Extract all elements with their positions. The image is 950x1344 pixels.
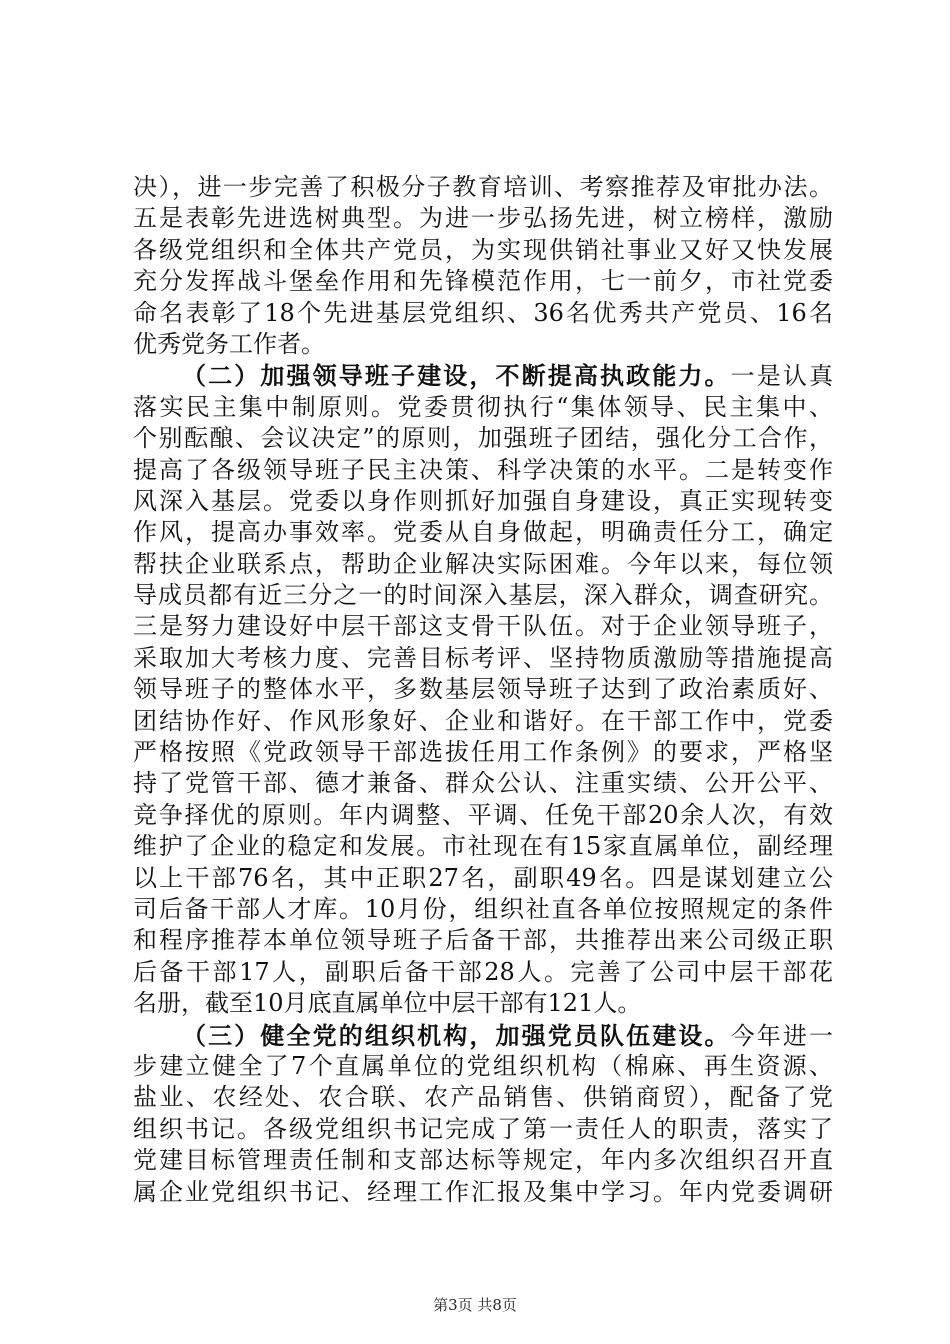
text-line: 盐业、农经处、农合联、农产品销售、供销商贸），配备了党 (133, 1083, 833, 1112)
document-body (133, 172, 833, 1208)
text-line: 帮扶企业联系点，帮助企业解决实际困难。今年以来，每位领 (133, 549, 833, 578)
text-line: 团结协作好、作风形象好、企业和谐好。在干部工作中，党委 (133, 706, 833, 735)
section-heading-line (133, 360, 833, 391)
text-line: 司后备干部人才库。10月份，组织社直各单位按照规定的条件 (133, 894, 833, 923)
text-line: 严格按照《党政领导干部选拔任用工作条例》的要求，严格坚 (133, 738, 833, 767)
text-line: 步建立健全了7个直属单位的党组织机构（棉麻、再生资源、 (133, 1051, 833, 1080)
text-line: 以上干部76名，其中正职27名，副职49名。四是谋划建立公 (133, 863, 833, 892)
text-line: 属企业党组织书记、经理工作汇报及集中学习。年内党委调研 (133, 1177, 833, 1206)
text-line: 各级党组织和全体共产党员，为实现供销社事业又好又快发展 (133, 235, 833, 264)
text-line: 命名表彰了18个先进基层党组织、36名优秀共产党员、16名 (133, 298, 833, 327)
text-line: 风深入基层。党委以身作则抓好加强自身建设，真正实现转变 (133, 486, 833, 515)
section-heading: （二）加强领导班子建设，不断提高执政能力。 (182, 361, 731, 391)
text-line: 导成员都有近三分之一的时间深入基层，深入群众，调查研究。 (133, 581, 833, 610)
section-heading-line (133, 1020, 833, 1051)
text-line: 竞争择优的原则。年内调整、平调、任免干部20余人次，有效 (133, 800, 833, 829)
page-number-footer: 第3页 共8页 (433, 1296, 517, 1314)
text-span: 一是认真 (730, 362, 833, 391)
text-line: 组织书记。各级党组织书记完成了第一责任人的职责，落实了 (133, 1114, 833, 1143)
text-line: 三是努力建设好中层干部这支骨干队伍。对于企业领导班子， (133, 612, 833, 641)
text-line: 领导班子的整体水平，多数基层领导班子达到了政治素质好、 (133, 675, 833, 704)
text-line: 优秀党务工作者。 (133, 329, 325, 358)
text-line: 和程序推荐本单位领导班子后备干部，共推荐出来公司级正职 (133, 926, 833, 955)
section-heading: （三）健全党的组织机构，加强党员队伍建设。 (182, 1020, 731, 1050)
text-span: 今年进一 (730, 1021, 833, 1050)
text-line: 落实民主集中制原则。党委贯彻执行“集体领导、民主集中、 (133, 392, 833, 421)
text-line: 充分发挥战斗堡垒作用和先锋模范作用，七一前夕，市社党委 (133, 267, 833, 296)
text-line: 维护了企业的稳定和发展。市社现在有15家直属单位，副经理 (133, 832, 833, 861)
text-line: 决），进一步完善了积极分子教育培训、考察推荐及审批办法。 (133, 173, 833, 201)
text-line: 后备干部17人，副职后备干部28人。完善了公司中层干部花 (133, 957, 833, 986)
text-line: 提高了各级领导班子民主决策、科学决策的水平。二是转变作 (133, 455, 833, 484)
text-line: 个别酝酿、会议决定”的原则，加强班子团结，强化分工合作， (133, 424, 833, 453)
text-line: 五是表彰先进选树典型。为进一步弘扬先进，树立榜样，激励 (133, 204, 833, 233)
text-line: 党建目标管理责任制和支部达标等规定，年内多次组织召开直 (133, 1146, 833, 1175)
text-line: 采取加大考核力度、完善目标考评、坚持物质激励等措施提高 (133, 643, 833, 672)
text-line: 作风，提高办事效率。党委从自身做起，明确责任分工，确定 (133, 518, 833, 547)
text-line: 名册，截至10月底直属单位中层干部有121人。 (133, 989, 642, 1018)
text-line: 持了党管干部、德才兼备、群众公认、注重实绩、公开公平、 (133, 769, 833, 798)
